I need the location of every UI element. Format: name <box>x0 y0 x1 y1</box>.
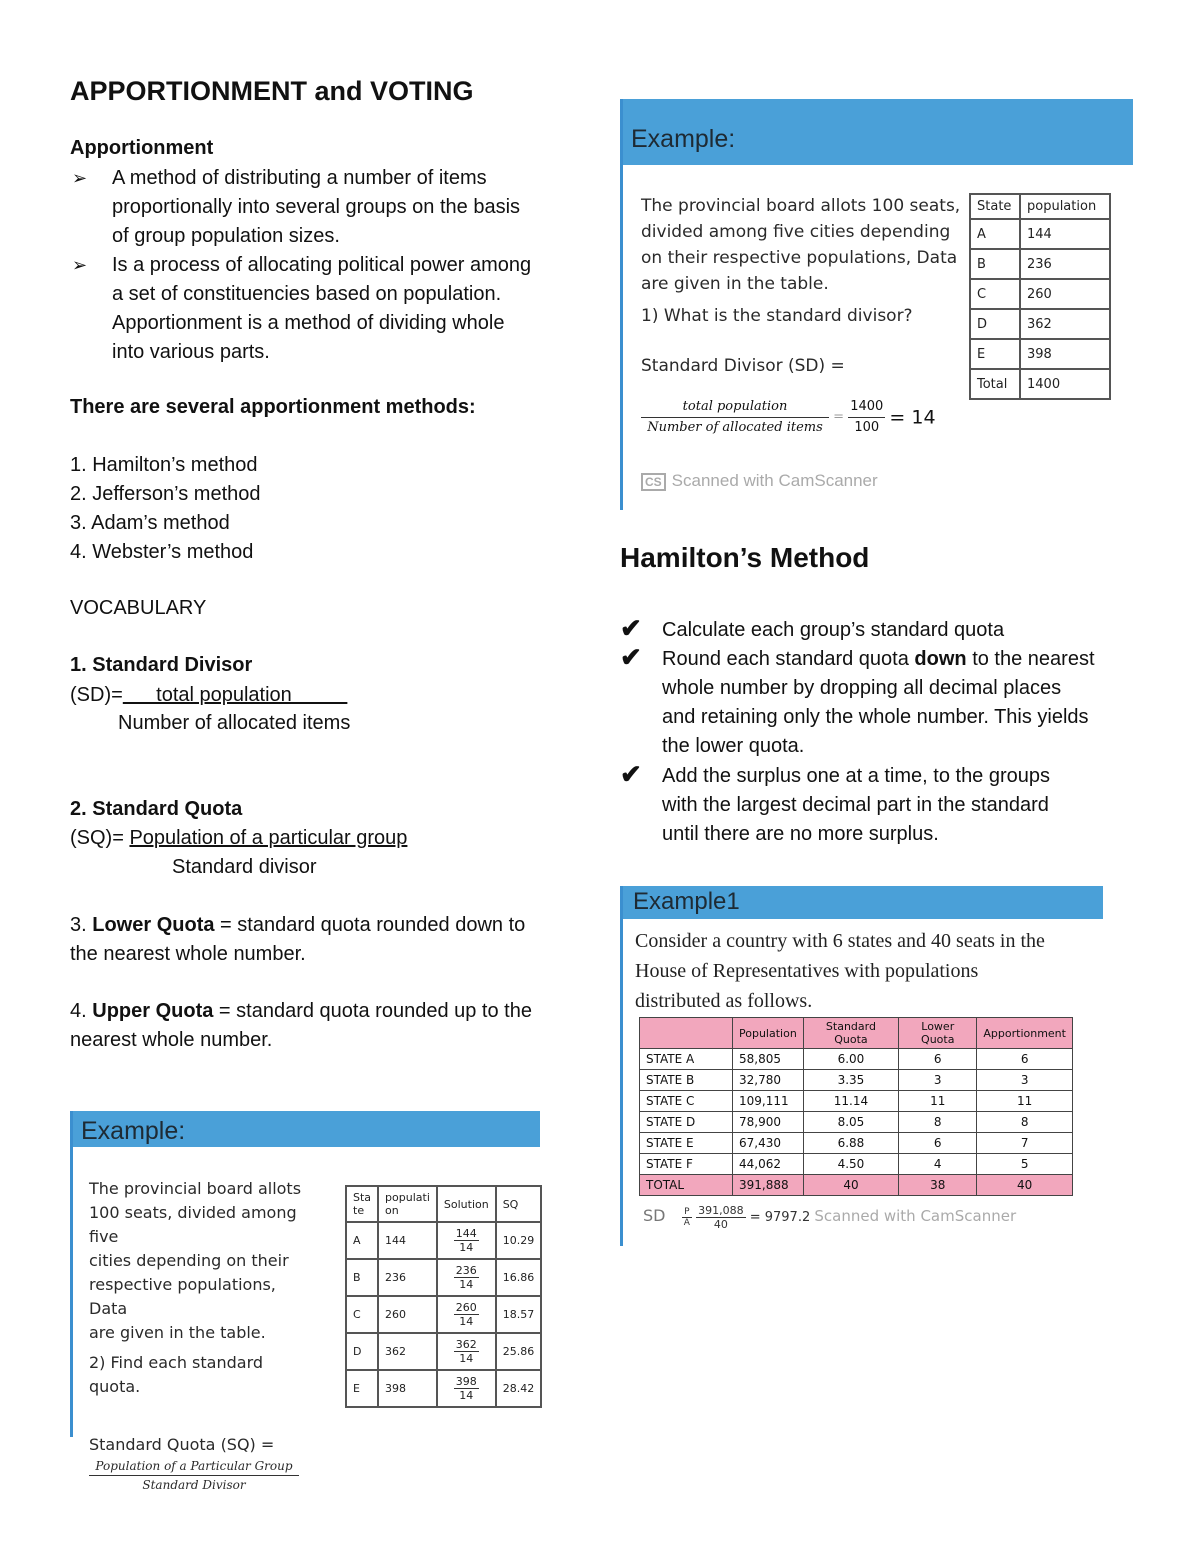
vocabulary-heading: VOCABULARY <box>70 597 207 619</box>
eq-denominator: 100 <box>854 420 880 435</box>
checkmark-icon: ✔ <box>620 613 642 643</box>
table-header: SQ <box>496 1186 542 1222</box>
example1-bar: Example1 <box>623 886 1103 919</box>
sd-prefix: (SD)= <box>70 684 123 706</box>
formula-denominator: Number of allocated items <box>647 420 823 435</box>
formula-numerator: total population <box>641 397 829 418</box>
table-cell: B <box>346 1259 378 1296</box>
table-row: STATE A 58,805 6.00 6 6 <box>640 1049 1073 1070</box>
method-item: 3. Adam’s method <box>70 512 230 534</box>
camscanner-watermark: CS Scanned with CamScanner <box>641 471 878 491</box>
formula-label: Standard Divisor (SD) = <box>641 356 845 376</box>
uq-line2: nearest whole number. <box>70 1029 273 1051</box>
table-row <box>346 1370 541 1407</box>
methods-heading: There are several apportionment methods: <box>70 396 476 418</box>
example-bar: Example: <box>73 1111 540 1147</box>
table-cell: 260 <box>378 1296 437 1333</box>
example1-text-line: distributed as follows. <box>635 990 813 1012</box>
example-text-line: cities depending on their <box>89 1251 289 1270</box>
table-row <box>346 1333 541 1370</box>
bullet-line: Apportionment is a method of dividing whole <box>112 312 505 334</box>
method-item: 2. Jefferson’s method <box>70 483 261 505</box>
table-header: Sta te <box>346 1186 378 1222</box>
bullet-line: a set of constituencies based on population. <box>112 283 502 305</box>
table-header: population <box>1020 194 1110 219</box>
down-emphasis: down <box>914 648 967 670</box>
table-cell: 144 <box>378 1222 437 1259</box>
formula-numerator: Population of a Particular Group <box>89 1457 299 1476</box>
footer-denominator: 40 <box>713 1218 728 1231</box>
bullet-line: proportionally into several groups on the basis <box>112 196 521 218</box>
example-standard-quota-image <box>70 1111 540 1492</box>
table-header: Apportionment <box>977 1018 1073 1049</box>
table-cell: E <box>346 1370 378 1407</box>
table-row: D 362 <box>970 309 1110 339</box>
example1-image <box>620 886 1103 1246</box>
step-line: whole number by dropping all decimal places <box>662 677 1062 699</box>
table-cell: D <box>346 1333 378 1370</box>
footer-result: = 9797.2 <box>749 1210 811 1225</box>
methods-list <box>70 451 261 567</box>
camscanner-logo-icon: CS <box>641 473 666 491</box>
table-row: A 144 <box>970 219 1110 249</box>
step-line: Add the surplus one at a time, to the groups <box>662 765 1051 787</box>
standard-divisor-formula <box>70 681 347 710</box>
example-text-line: are given in the table. <box>89 1323 266 1342</box>
example-text-line: divided among five cities depending <box>641 222 951 242</box>
step-line: until there are no more surplus. <box>662 823 939 845</box>
table-cell: 16.86 <box>496 1259 542 1296</box>
uq-num: 4. <box>70 1000 93 1022</box>
example-bar: Example: <box>623 99 1133 165</box>
fraction: $\frac{144}{14}$ <box>455 1227 477 1254</box>
lower-quota-def <box>70 911 590 940</box>
table-cell: 10.29 <box>496 1222 542 1259</box>
example-text-line: 100 seats, divided among five <box>89 1203 297 1246</box>
bullet-line: A method of distributing a number of items <box>112 167 487 189</box>
sq-table <box>345 1185 542 1408</box>
upper-quota-def <box>70 997 590 1026</box>
checkmark-icon: ✔ <box>620 642 642 672</box>
example1-text-line: House of Representatives with populations <box>635 960 979 982</box>
standard-quota-formula <box>70 824 407 853</box>
formula-denominator: Standard Divisor <box>142 1478 246 1492</box>
sd-result: = 14 <box>889 406 936 429</box>
step-line: Calculate each group’s standard quota <box>662 619 1005 641</box>
example-text-line: The provincial board allots 100 seats, <box>641 196 961 216</box>
footer-sd: SD <box>643 1206 666 1225</box>
fraction: $\frac{236}{14}$ <box>455 1264 477 1291</box>
sd-numerator: total population <box>122 684 348 706</box>
step-line: Round each standard quota down to the nearest <box>662 648 1095 670</box>
table-cell: 28.42 <box>496 1370 542 1407</box>
footer-numerator: 391,088 <box>698 1204 744 1217</box>
method-item: 4. Webster’s method <box>70 541 254 563</box>
method-item: 1. Hamilton’s method <box>70 454 258 476</box>
table-row: STATE E 67,430 6.88 6 7 <box>640 1133 1073 1154</box>
table-cell: A <box>346 1222 378 1259</box>
table-header: Lower Quota <box>899 1018 977 1049</box>
standard-divisor-title: 1. Standard Divisor <box>70 654 253 676</box>
step-line: and retaining only the whole number. This yields <box>662 706 1089 728</box>
uq-rest: = standard quota rounded up to the <box>213 1000 532 1022</box>
fraction: $\frac{398}{14}$ <box>455 1375 477 1402</box>
table-row: E 398 <box>970 339 1110 369</box>
table-cell: C <box>346 1296 378 1333</box>
table-row: STATE F 44,062 4.50 4 5 <box>640 1154 1073 1175</box>
table-row: STATE B 32,780 3.35 3 3 <box>640 1070 1073 1091</box>
upper-quota-term: Upper Quota <box>92 1000 214 1022</box>
sq-numerator: Population of a particular group <box>129 827 408 849</box>
example-text-line: on their respective populations, Data <box>641 248 958 268</box>
definition-bullet-1 <box>70 164 570 251</box>
fraction: $\frac{362}{14}$ <box>455 1338 477 1365</box>
fraction: $\frac{260}{14}$ <box>455 1301 477 1328</box>
hamilton-table <box>639 1017 1073 1196</box>
lq-num: 3. <box>70 914 93 936</box>
footer-p: P <box>682 1207 692 1218</box>
table-row: Total 1400 <box>970 369 1110 399</box>
example-question: 1) What is the standard divisor? <box>641 306 913 326</box>
definition-bullet-2 <box>70 251 570 367</box>
apportionment-heading: Apportionment <box>70 137 214 159</box>
table-row: C 260 <box>970 279 1110 309</box>
table-header: State <box>970 194 1020 219</box>
hamilton-step-1 <box>620 613 1140 645</box>
camscanner-watermark: Scanned with CamScanner <box>814 1207 1017 1225</box>
bullet-line: Is a process of allocating political power among <box>112 254 532 276</box>
sq-denominator: Standard divisor <box>172 856 317 878</box>
standard-quota-title: 2. Standard Quota <box>70 798 243 820</box>
table-cell: 25.86 <box>496 1333 542 1370</box>
example-text-line: are given in the table. <box>641 274 829 294</box>
formula-label: Standard Quota (SQ) = <box>89 1435 275 1454</box>
arrow-bullet-icon: ➢ <box>72 255 88 275</box>
table-header: Population <box>733 1018 804 1049</box>
table-cell: 362 <box>378 1333 437 1370</box>
table-row <box>346 1259 541 1296</box>
table-header: Solution <box>437 1186 496 1222</box>
step-line: the lower quota. <box>662 735 805 757</box>
table-row: STATE C 109,111 11.14 11 11 <box>640 1091 1073 1112</box>
step-line: with the largest decimal part in the standard <box>662 794 1049 816</box>
sd-denominator: Number of allocated items <box>118 712 351 734</box>
total-row: TOTAL 391,888 40 38 40 <box>640 1175 1073 1196</box>
lq-line2: the nearest whole number. <box>70 943 306 965</box>
table-header <box>640 1018 733 1049</box>
example-text-line: respective populations, Data <box>89 1275 276 1318</box>
example1-text-line: Consider a country with 6 states and 40 seats in the <box>635 930 1045 952</box>
population-table <box>969 193 1111 400</box>
table-row <box>346 1222 541 1259</box>
table-cell: 18.57 <box>496 1296 542 1333</box>
footer-a: A <box>683 1218 690 1228</box>
bullet-line: into various parts. <box>112 341 270 363</box>
table-row: B 236 <box>970 249 1110 279</box>
table-cell: 236 <box>378 1259 437 1296</box>
example-text-line: The provincial board allots <box>89 1179 302 1198</box>
arrow-bullet-icon: ➢ <box>72 168 88 188</box>
example-standard-divisor-image: Example: The provincial board allots 100 seats, divided among five cities depending on their respective populations, Data are given in the table. 1) What is the standard divisor? Standard Divisor (SD) = total population Number of allocated items = $\frac{1400}{100}$ = 14 CS Scanned with CamScanner State population A 144 B 236 C 260 D 362 E 398 Total 1400 <box>620 99 1133 510</box>
hamilton-heading: Hamilton’s Method <box>620 542 870 573</box>
lower-quota-term: Lower Quota <box>92 914 215 936</box>
checkmark-icon: ✔ <box>620 759 642 789</box>
hamilton-step-3 <box>620 759 1140 849</box>
page-title: APPORTIONMENT and VOTING <box>70 76 474 106</box>
eq-numerator: 1400 <box>848 397 885 418</box>
table-header: populati on <box>378 1186 437 1222</box>
table-header: Standard Quota <box>803 1018 898 1049</box>
table-row <box>346 1296 541 1333</box>
hamilton-step-2 <box>620 642 1140 761</box>
table-cell: 398 <box>378 1370 437 1407</box>
sq-prefix: (SQ)= <box>70 827 130 849</box>
lq-rest: = standard quota rounded down to <box>214 914 526 936</box>
example-question: 2) Find each standard quota. <box>89 1353 264 1396</box>
example1-footer <box>643 1204 1016 1231</box>
table-row: STATE D 78,900 8.05 8 8 <box>640 1112 1073 1133</box>
bullet-line: of group population sizes. <box>112 225 340 247</box>
